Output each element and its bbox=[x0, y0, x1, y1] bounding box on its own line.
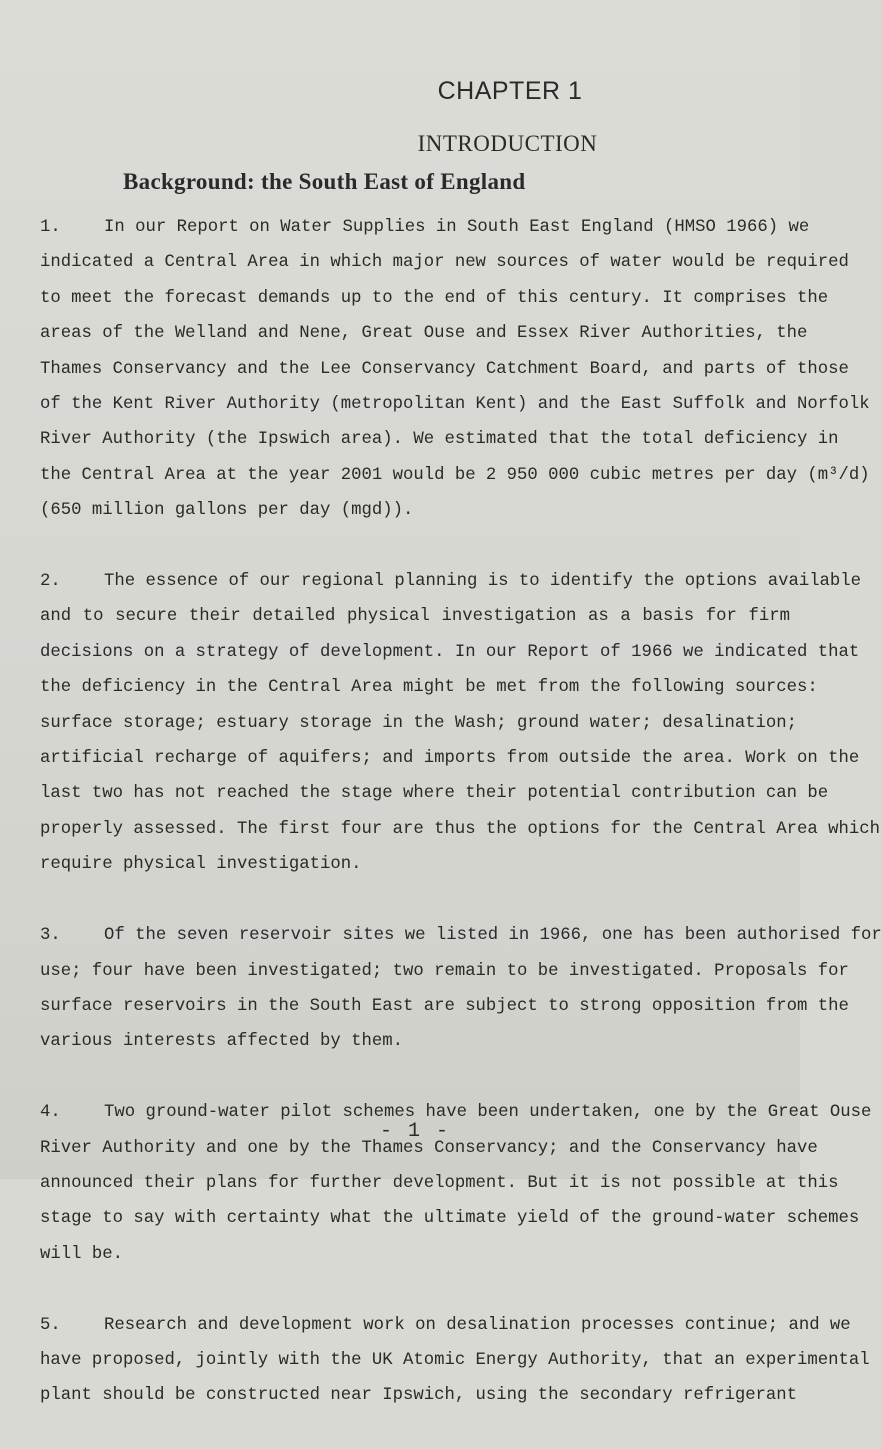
text-line: (650 million gallons per day (mgd)). bbox=[40, 501, 414, 521]
paragraph-number: 4. bbox=[40, 1103, 61, 1123]
text-line: Research and development work on desalination processes continue; and we bbox=[104, 1315, 851, 1335]
text-line: Two ground-water pilot schemes have been undertaken, one by the Great Ouse bbox=[104, 1103, 872, 1123]
section-subtitle: Background: the South East of England bbox=[123, 169, 526, 194]
text-line: to meet the forecast demands up to the end of this century. It comprises the bbox=[40, 288, 829, 308]
section-title: INTRODUCTION bbox=[417, 131, 598, 156]
paragraph-number: 1. bbox=[40, 218, 61, 237]
text-line: announced their plans for further development. But it is not possible at this bbox=[40, 1173, 839, 1193]
page-number: - 1 - bbox=[379, 1120, 450, 1143]
paragraph-1 bbox=[40, 210, 870, 529]
text-line: indicated a Central Area in which major new sources of water would be required bbox=[40, 253, 849, 273]
paragraph-number: 2. bbox=[40, 572, 61, 592]
text-line: artificial recharge of aquifers; and imports from outside the area. Work on the bbox=[40, 749, 860, 769]
text-line: the Central Area at the year 2001 would be 2 950 000 cubic metres per day (m³/d) bbox=[40, 465, 870, 485]
chapter-heading: CHAPTER 1 bbox=[437, 77, 583, 105]
text-line: plant should be constructed near Ipswich, using the secondary refrigerant bbox=[40, 1386, 798, 1406]
text-line: last two has not reached the stage where their potential contribution can be bbox=[40, 784, 829, 804]
paragraph-3 bbox=[40, 918, 882, 1060]
text-line: various interests affected by them. bbox=[40, 1032, 403, 1052]
paragraph-number: 3. bbox=[40, 926, 61, 946]
text-line: stage to say with certainty what the ultimate yield of the ground-water schemes bbox=[40, 1209, 860, 1229]
text-line: have proposed, jointly with the UK Atomic Energy Authority, that an experimental bbox=[40, 1350, 870, 1370]
paragraph-2 bbox=[40, 564, 881, 883]
text-line: surface reservoirs in the South East are subject to strong opposition from the bbox=[40, 996, 849, 1016]
text-line: River Authority (the Ipswich area). We estimated that the total deficiency in bbox=[40, 430, 839, 450]
paragraph-5 bbox=[40, 1308, 870, 1414]
text-line: areas of the Welland and Nene, Great Ouse and Essex River Authorities, the bbox=[40, 324, 808, 344]
text-line: use; four have been investigated; two remain to be investigated. Proposals for bbox=[40, 961, 849, 981]
text-line: will be. bbox=[40, 1244, 123, 1264]
text-line: River Authority and one by the Thames Conservancy; and the Conservancy have bbox=[40, 1138, 818, 1158]
text-line: and to secure their detailed physical investigation as a basis for firm bbox=[40, 607, 790, 627]
text-line: of the Kent River Authority (metropolitan Kent) and the East Suffolk and Norfolk bbox=[40, 395, 870, 415]
text-line: require physical investigation. bbox=[40, 855, 362, 875]
text-line: The essence of our regional planning is to identify the options available bbox=[104, 572, 862, 592]
body-text bbox=[40, 210, 882, 1449]
text-line: In our Report on Water Supplies in South East England (HMSO 1966) we bbox=[104, 218, 810, 237]
paragraph-number: 5. bbox=[40, 1315, 61, 1335]
text-line: decisions on a strategy of development. In our Report of 1966 we indicated that bbox=[40, 642, 860, 662]
text-line: Of the seven reservoir sites we listed in 1966, one has been authorised for bbox=[104, 926, 882, 946]
text-line: surface storage; estuary storage in the Wash; ground water; desalination; bbox=[40, 713, 798, 733]
text-line: the deficiency in the Central Area might be met from the following sources: bbox=[40, 678, 818, 698]
text-line: Thames Conservancy and the Lee Conservancy Catchment Board, and parts of those bbox=[40, 359, 849, 379]
text-line: properly assessed. The first four are thus the options for the Central Area which bbox=[40, 819, 881, 839]
